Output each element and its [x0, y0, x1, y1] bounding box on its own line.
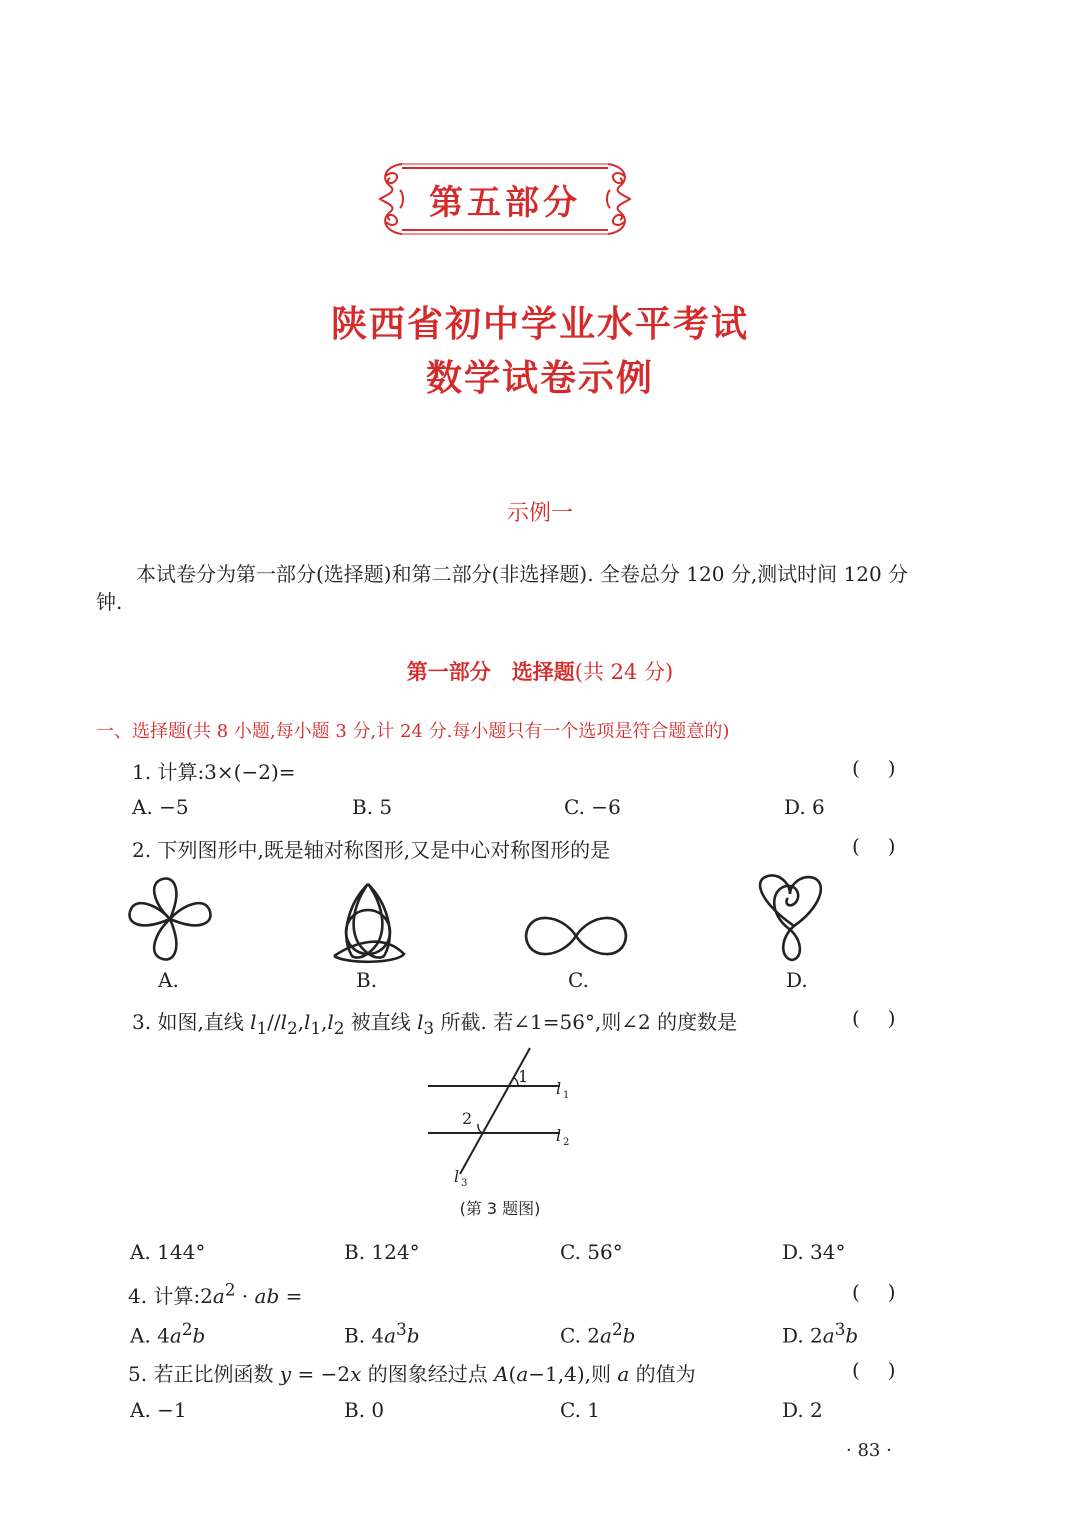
part-title-main: 第一部分 选择题 [406, 660, 575, 684]
angle-2-label: 2 [462, 1109, 473, 1128]
q3-l-symbol: l [280, 1010, 288, 1034]
q3-subscript: 1 [310, 1019, 322, 1038]
q4-option-b: B. $4a^3b$ [344, 1320, 420, 1348]
q3-option-c: C. 56° [560, 1240, 623, 1264]
answer-blank-3: () [852, 1006, 924, 1030]
q1-option-c: C. −6 [564, 795, 621, 819]
q4-text: 4. 计算:2 [128, 1284, 213, 1308]
q3-subscript: 2 [287, 1019, 298, 1038]
label-l2-sub: 2 [563, 1137, 570, 1148]
section-banner-title: 第五部分 [429, 182, 581, 223]
figure-3-caption: (第 3 题图) [459, 1199, 541, 1218]
q3-subscript: 3 [423, 1019, 435, 1038]
question-5-stem [128, 1358, 696, 1387]
q5-text: 的图象经过点 [361, 1362, 495, 1386]
label-l3: l [454, 1167, 460, 1186]
q1-option-a: A. −5 [132, 795, 189, 819]
q3-option-a: A. 144° [130, 1240, 206, 1264]
q3-text: // [267, 1010, 281, 1034]
answer-blank-1: () [852, 756, 924, 780]
answer-blank-5: () [852, 1358, 924, 1382]
q3-subscript: 2 [333, 1019, 345, 1038]
part-title-note: (共 24 分) [574, 660, 674, 684]
q5-var: a [516, 1362, 529, 1386]
q4-text: = [279, 1284, 303, 1308]
four-leaf-figure [128, 876, 212, 962]
q3-text: 3. 如图,直线 [132, 1010, 251, 1034]
q3-option-d: D. 34° [782, 1240, 846, 1264]
q3-l-symbol: l [250, 1010, 257, 1034]
q3-text: , [321, 1010, 328, 1034]
label-l3-sub: 3 [461, 1178, 468, 1189]
figure-label-a: A. [158, 968, 179, 992]
question-1-stem: 1. 计算:3×(−2)= [132, 760, 296, 784]
answer-blank-2: () [852, 834, 924, 858]
looped-heart-figure [750, 872, 830, 966]
q5-var: A [494, 1362, 509, 1386]
q5-text: 5. 若正比例函数 [128, 1362, 280, 1386]
intro-paragraph: 本试卷分为第一部分(选择题)和第二部分(非选择题). 全卷总分 120 分,测试时间 120 分钟. [96, 562, 909, 614]
section-heading: 一、选择题(共 8 小题,每小题 3 分,计 24 分.每小题只有一个选项是符合题意的) [96, 721, 730, 742]
q4-option-d: D. $2a^3b$ [782, 1320, 859, 1348]
example-title: 示例一 [506, 501, 573, 526]
angle-2-arc [478, 1124, 482, 1133]
q4-text: · [235, 1284, 255, 1308]
figure-label-b: B. [356, 968, 378, 992]
question-3-stem [132, 1006, 737, 1038]
label-l2: l [556, 1126, 562, 1145]
question-2-stem: 2. 下列图形中,既是轴对称图形,又是中心对称图形的是 [132, 838, 611, 862]
exam-title-line-2: 数学试卷示例 [425, 357, 654, 399]
q4-exponent: 2 [224, 1280, 236, 1300]
q3-subscript: 1 [256, 1019, 268, 1038]
q3-l-symbol: l [417, 1010, 424, 1034]
parallel-lines-diagram [420, 1040, 590, 1190]
q1-option-b: B. 5 [352, 795, 393, 819]
q4-option-a: A. $4a^2b$ [130, 1320, 206, 1348]
q5-option-c: C. 1 [560, 1398, 601, 1422]
infinity-figure [522, 908, 630, 964]
q4-var: a [212, 1284, 225, 1308]
question-4-stem [128, 1280, 302, 1309]
exam-title-line-1: 陕西省初中学业水平考试 [330, 303, 749, 345]
q3-l-symbol: l [327, 1010, 334, 1034]
q5-text: 的值为 [629, 1362, 696, 1386]
q3-text: , [297, 1010, 305, 1034]
q5-option-d: D. 2 [782, 1398, 823, 1422]
q3-option-b: B. 124° [344, 1240, 420, 1264]
page-number: · 83 · [846, 1440, 892, 1461]
q3-l-symbol: l [304, 1010, 311, 1034]
q3-text: 被直线 [344, 1010, 418, 1034]
q5-var: a [617, 1362, 630, 1386]
figure-label-d: D. [786, 968, 808, 992]
label-l1-sub: 1 [563, 1090, 570, 1101]
q5-text: = −2 [291, 1362, 351, 1386]
q3-text: 所截. 若∠1=56°,则∠2 的度数是 [434, 1010, 738, 1034]
q5-option-a: A. −1 [130, 1398, 187, 1422]
q4-var: ab [254, 1284, 280, 1308]
q5-text: ( [508, 1362, 517, 1386]
q5-var: x [350, 1362, 362, 1386]
angle-1-label: 1 [518, 1067, 529, 1086]
q1-option-d: D. 6 [784, 795, 825, 819]
triquetra-figure [326, 880, 410, 964]
q4-option-c: C. $2a^2b$ [560, 1320, 636, 1348]
answer-blank-4: () [852, 1280, 924, 1304]
q5-var: y [279, 1362, 292, 1386]
figure-label-c: C. [568, 968, 589, 992]
q5-text: −1,4),则 [528, 1362, 618, 1386]
part-title [0, 656, 1080, 686]
q5-option-b: B. 0 [344, 1398, 385, 1422]
label-l1: l [556, 1079, 562, 1098]
